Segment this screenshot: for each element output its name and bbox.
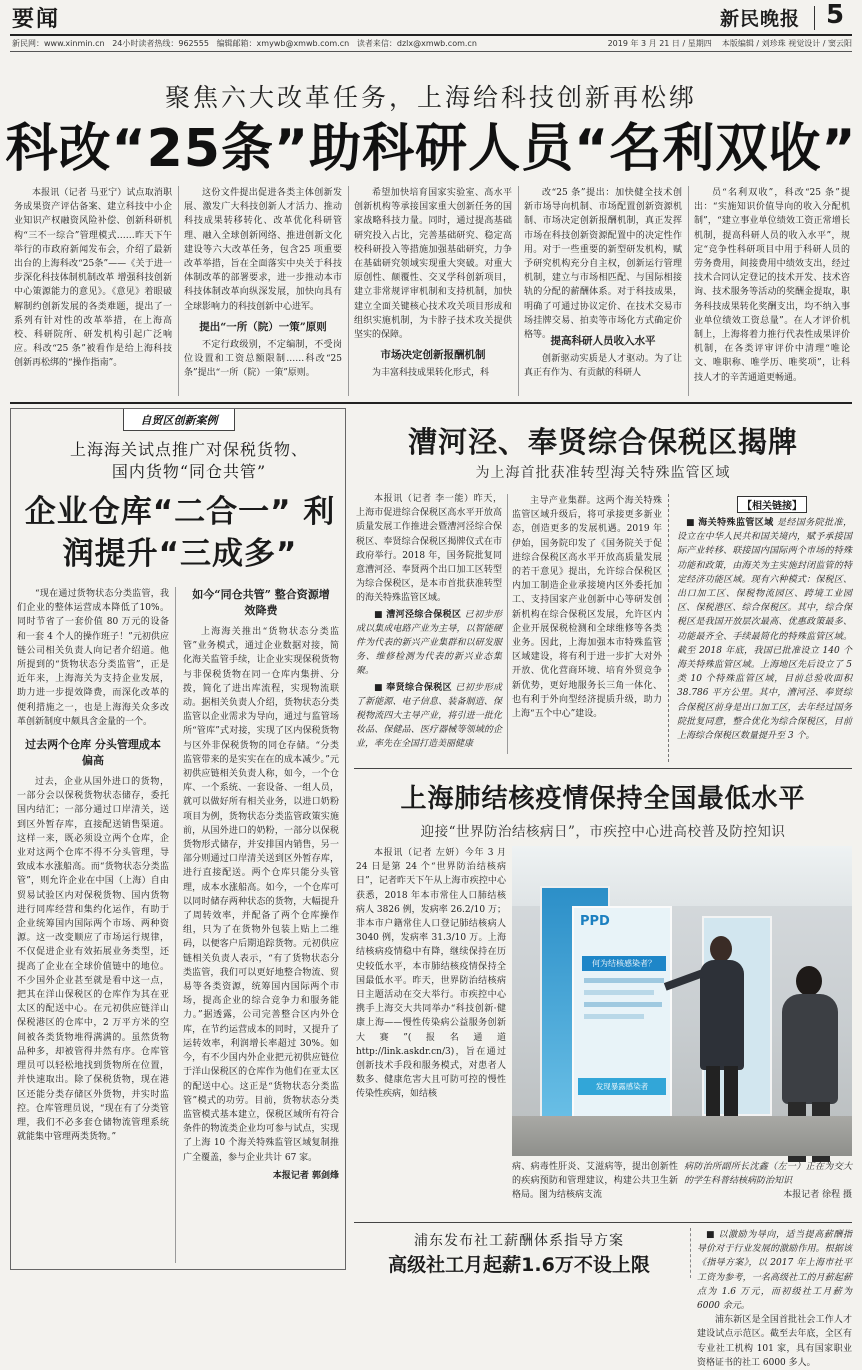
lead-column-2 — [184, 186, 342, 398]
bonded-column-2-text: 主导产业集群。这两个海关特殊监管区域升级后，将可承接更多新业态，创造更多的发展机遇。2019 年伊始，国务院印发了《国务院关于促进综合保税区高水平开放高质量发展的若干意见》提出，允许综合保税区内加工制造企业承接境内区外委托加工、支持国家产业创新中心等研发创新机构在综合保税区发展，允许区内企业开展保税检测和全球维修等各类业务。因此，上海加强本市特殊监管区域建设，将有利于进一步扩大对外开放、优化营商环境、培育外贸竞争新优势，更好地服务长三角一体化、也有利于外向型经济提质升级，助力上海“五个中心”建设。 — [512, 496, 662, 720]
bonded-kicker: 为上海首批获准转型海关特殊监管区域 — [475, 465, 731, 481]
lead-column-4b-text: 创新驱动实质是人才驱动。为了让真正有作为、有贡献的科研人 — [524, 354, 682, 379]
tb-column-2-text: 病、病毒性肝炎、艾滋病等，提出创新性的疾病预防和管理建议，构建公共卫生新格局。图为结核病支流 — [512, 1162, 678, 1201]
table-prop — [512, 1116, 852, 1156]
column-divider — [178, 186, 179, 396]
salary-headline: 高级社工月起薪1.6万不设上限 — [388, 1254, 650, 1276]
exhibit-panel — [572, 906, 672, 1146]
ftz-feature-box — [10, 408, 346, 1270]
masthead-rule — [10, 34, 852, 36]
ftz-kicker: 上海海关试点推广对保税货物、国内货物“同仓共管” — [69, 440, 308, 481]
ftz-subhead-1: 过去两个仓库 分头管理成本偏高 — [25, 738, 161, 768]
ftz-column-2-text: 上海海关推出“货物状态分类监管”业务模式，通过企业数据对接，简化海关监管手续，让企业实现保税货物与非保税货物在同一仓库内集拼、分拨，简化了进出库流程，实现物流联动。据相关负责人介绍，货物状态分类监管以企业需求为导向，通过与监管场所“管库”式对接，实现了区内保税货物与区外非保税货物的同仓存储。“分类监管带来的是实实在在的成本减少。”元初供应链相关负责人称，如今，一个仓库、一个系统、一套设备、一组人员，就可以做好所有相关业务，以进口奶粉项目为例，货物状态分类监管政策实施前，从国外进口的奶粉，一部分以保税货物形式储存，并安排国内销售，另一部分则通过口岸清关送到区外暂存库，进行直接配送。两个仓库只能分头管理，成本水涨船高。如今，一个仓库可以同时储存两种状态的货物，大幅提升了周转效率，并配备了两个仓库操作组，只为了在货物外包装上贴上二维码，以便客户后期追踪货物。元初供应链相关负责人表示，“有了货物状态分类监管，我们可以更好地整合物流、贸易等各类资源，统筹国内国际两个市场，提高企业的综合竞争力和服务能力。”据透露，公司完善整合区内外仓库，在节约运营成本的同时，又提升了运转效率，利润增长率超过 30%。如今，有不少国内外企业把元初供应链位于洋山保税区的仓库作为他们在亚太区的配送中心。这正是“货物状态分类监管”模式的功劳。目前，货物状态分类监管模式基本建立，保税区域所有符合条件的物流类企业均可参与试点，实现了上海 10 个海关特殊监管区域复制推广全覆盖，参与企业共计 67 家。 — [183, 627, 339, 1163]
section-rule — [354, 1222, 852, 1223]
editor-email-text: 编辑邮箱：xmywb@xmwb.com.cn — [216, 39, 350, 48]
tb-column-2 — [512, 1160, 678, 1224]
ftz-column-1-text: “现在通过货物状态分类监管，我们企业的整体运营成本降低了10%。同时节省了一套价值 80 万元的设备和一套 4 个人的操作班子！”元初供应链公司相关负责人向记者介绍道。他所提到的“货物状态分类监管”，正是近年来，上海海关为支持企业发展，助力进一步提效降费，而深化改革的便利措施之一，也是上海海关众多改革创新制度中颇具含金量的一个。 — [17, 589, 169, 727]
ftz-byline: 本报记者 郭剑烽 — [272, 1170, 339, 1181]
lead-column-5-text: 员“名利双收”，科改“25 条”提出：“实施知识价值导向的收入分配机制”，“建立事业单位绩效工资正常增长机制，提高科研人员的收入水平”，规定“竞争性科研项目中用于科研人员的劳务费用，间接费用中绩效支出，经过技术合同认定登记的技术开发、技术咨询、技术服务等活动的奖酬金提取，职务科技成果转化奖酬支出，均不纳入事业单位绩效工资总量”。在人才评价机制上，上海将着力推行代表性成果评价机制，在各类评审评价中清理“唯论文、唯职称、唯学历、唯奖项”，让科技人才的辛苦通道更畅通。 — [694, 188, 850, 383]
page-number: 5 — [826, 0, 845, 30]
salary-column-3-text: 浦东新区是全国首批社会工作人才建设试点示范区。截至去年底，全区有专业社工机构 101 家，具有国家职业资格证书的社工 6000 多人。 — [697, 1315, 852, 1368]
hotline-text: 24小时读者热线：962555 — [112, 39, 209, 48]
lead-column-2a-text: 这份文件提出促进各类主体创新发展、激发广大科技创新人才活力、推动科技成果转移转化、改革优化科研管理、融入全球创新网络、推进创新文化建设等六大改革任务，包含25 项重要改革举措，旨在全面落实中央关于科技体制改革的部署要求，进一步推动本市科技体制改革向纵深发展，加快向具有全球影响力的科技创新中心进军。 — [184, 188, 342, 312]
bonded-column-1-text: 本报讯（记者 李一能）昨天，上海市促进综合保税区高水平开放高质量发展工作推进会暨漕河泾综合保税区、奉贤综合保税区揭牌仪式在市政府举行。2018 年，国务院批复同意漕河泾、奉贤两个出口加工区转型为综合保税区，是本市首批获准转型的海关特殊监管区域。 — [356, 494, 502, 604]
lead-subhead-1: 提出“一所（院）一策”原则 — [199, 320, 327, 333]
square-bullet-icon: ■ — [706, 1230, 716, 1240]
square-bullet-icon: ■ — [374, 682, 383, 693]
credits-text: 本版编辑 / 刘珍珠 视觉设计 / 窦云阳 — [721, 39, 852, 48]
section-rule — [354, 768, 852, 769]
ftz-headline: 企业仓库“二合一” 利润提升“三成多” — [24, 494, 336, 572]
lead-column-4a-text: 改“25 条”提出：加快健全技术创新市场导向机制、市场配置创新资源机制、市场决定创新报酬机制，真正发挥市场在科技创新资源配置中的决定性作用。对于一些重要的新型研发机构，赋予研究机构充分自主权，创新运行管理机制，建立与市场相匹配、与国际相接轨的分配的薪酬体系。对于科技成果，明确了可通过协议定价、在技术交易市场挂牌交易、拍卖等市场化方式确定价格等。 — [524, 188, 682, 341]
bonded-headline: 漕河泾、奉贤综合保税区揭牌 — [407, 425, 798, 459]
bonded-item-2-text: 已初步形成了新能源、电子信息、装备制造、保税物流四大主导产业，将引进一批化妆品、保健品、医疗器械等领域的企业，率先在全国打造美丽健康 — [356, 682, 502, 750]
related-link-title: 【相关链接】 — [737, 496, 807, 513]
square-bullet-icon: ■ — [374, 609, 383, 620]
exhibit-panel-heading: 何为结核感染者？ — [582, 956, 666, 971]
tb-photo-caption — [684, 1160, 852, 1224]
tb-kicker: 迎接“世界防治结核病日”，市疾控中心进高校普及防控知识 — [420, 824, 786, 840]
lead-column-3a-text: 希望加快培育国家实验室、高水平创新机构等承接国家重大创新任务的国家战略科技力量。同时，通过提高基础研究投入占比，完善基础研究、稳定高校科研投入等措施加强基础研究，力争在基础研究领域实现重大突破。对重大原创性、颠覆性、交叉学科创新项目，建立非常规评审机制和支持机制，加快建立全面关键核心技术攻关项目形成和组织实施机制，为卡脖子技术攻关提供坚实的保障。 — [354, 188, 512, 341]
related-link-sidebar — [668, 494, 852, 762]
tb-column-1 — [356, 846, 506, 1158]
salary-hidden-columns — [354, 1280, 355, 1281]
square-bullet-icon: ■ — [686, 518, 695, 528]
lead-subhead-2: 市场决定创新报酬机制 — [380, 349, 486, 361]
bonded-item-1-text: 已初步形成以集成电路产业为主导，以智能硬件为代表的新兴产业集群和以研发服务、维修检测为代表的新兴业态集聚。 — [356, 609, 502, 677]
tb-column-1-text: 本报讯（记者 左妍）今年 3 月 24 日是第 24 个“世界防治结核病日”，记者昨天下午从上海市疾控中心获悉，2018 年本市常住人口肺结核病人 3826 例，发病率 26.2/10 万；非本市户籍常住人口登记肺结核病人 3040 例，发病率 31.3/10 万。上海结核病疫情稳中有降，继续保持在历史较低水平，本市肺结核疫情保持全国最低水平。昨天，世界防治结核病日主题活动在交大举行。市疾控中心携手上海交大共同举办“科技创新·健康上海——慢性传染病公益服务创新大赛”(报名通道 http://link.askdr.cn/3)，旨在通过创新技术手段和服务模式，对患者人数多、健康危害大且可防可控的慢性传染性疾病，如结核 — [356, 848, 506, 1100]
salary-column-3 — [690, 1228, 852, 1368]
ftz-column-2 — [183, 587, 339, 1267]
tb-photo — [512, 846, 852, 1156]
lead-column-3 — [354, 186, 512, 398]
column-divider — [507, 494, 508, 754]
section-rule — [10, 402, 852, 404]
lead-column-1 — [14, 186, 172, 398]
date-text: 2019 年 3 月 21 日 / 星期四 — [607, 39, 712, 48]
masthead-info-line — [12, 38, 852, 49]
lead-column-4 — [524, 186, 682, 398]
section-title: 要闻 — [12, 7, 61, 32]
lead-column-2b-text: 不定行政级别，不定编制，不受岗位设置和工资总额限制……科改“25 条”提出“一所（院）一策”原则。 — [184, 340, 342, 379]
lead-headline: 科改“25条”助科研人员“名利双收” — [5, 119, 857, 179]
ftz-column-1b-text: 过去，企业从国外进口的货物，一部分会以保税货物状态储存，委托国内结汇；一部分通过口岸清关，送到区外暂存库，直接配送销售渠道。这样一来，既必须设立两个仓库，企业对这两个仓库不得不分头管理，导致成本水涨船高。而“货物状态分类监管”，则允许企业在中国（上海）自由贸易试验区内对保税货物、国内货物进行同库经营和集约化运作，有助于企业统筹国内国际两个市场、两种资源。这一改变顺应了市场运行规律，不仅促进企业有效拓展业务类型，还提高了企业在全球价值链中的地位。不少国外企业甚至就是看中这一点，把其在洋山保税区的仓库作为其在亚太区的配送中心。在元初供应链洋山保税港区的仓库中，2 万平方米的空间被各类货物堆得满满的。虽然货物品种多，却被管得井然有序。仓库管理员可以轻松地找到货物所在位置，并快速取出。除了保税货物，现在港区还能分类存储区外货物，并实时监控。仓库管理员说，“现在有了分类管理，我们不必多套仓储物流管理系统就能集中管理两类货物。” — [17, 777, 169, 1143]
masthead-divider — [814, 6, 815, 30]
exhibit-brand: PPD — [580, 914, 610, 929]
masthead — [0, 0, 862, 48]
tb-caption-text: 病防治所副所长沈鑫（左一）正在为交大的学生科普结核病防治知识 — [684, 1162, 852, 1187]
lead-subhead-3: 提高科研人员收入水平 — [550, 335, 656, 347]
lead-column-1-text: 本报讯（记者 马亚宁）试点取消职务成果资产评估备案、建立科技中小企业知识产权融资风险补偿、创新科研机构“三不一综合”管理模式……昨天下午举行的市政府新闻发布会，介绍了最新出台的上海科改“25条”——《关于进一步深化科技体制机制改革 增强科技创新中心策源能力的意见》。《意见》着眼破解制约创新发展的各类难题，提出了一系列有针对性的改革举措，在上海高校、科研院所、研发机构引起广泛响应。科改“25 条”被看作是给上海科技创新再松绑的“操作指南”。 — [14, 188, 172, 369]
related-link-subtitle: 海关特殊监管区域 — [698, 518, 774, 528]
masthead-rule-thin — [10, 51, 852, 52]
column-divider — [518, 186, 519, 396]
column-divider — [175, 587, 176, 1263]
related-link-title-text: 相关链接 — [752, 501, 792, 512]
lead-column-3b-text: 为丰富科技成果转化形式，科 — [372, 368, 490, 379]
paper-logo: 新民晚报 — [720, 8, 801, 30]
column-divider — [348, 186, 349, 396]
salary-bullet-3-text: 以激励为导向，适当提高薪酬指导价对于行业发展的激励作用。根据该《指导方案》，以 2017 年上海市社平工资为参考，一名高级社工的月薪起薪点为 1.6 万元，而初级社工月薪为 6000 余元。 — [697, 1230, 852, 1312]
lead-column-5 — [694, 186, 850, 398]
bonded-column-1 — [356, 492, 502, 760]
lead-kicker: 聚焦六大改革任务，上海给科技创新再松绑 — [164, 83, 697, 112]
bonded-item-1-title: 漕河泾综合保税区 — [386, 609, 462, 620]
bonded-column-2 — [512, 494, 662, 758]
tb-headline: 上海肺结核疫情保持全国最低水平 — [400, 784, 806, 814]
ftz-column-1 — [17, 587, 169, 1267]
reader-email-text: 读者来信：dzlx@xmwb.com.cn — [356, 39, 477, 48]
ftz-banner-text: 自贸区创新案例 — [140, 414, 218, 427]
column-divider — [688, 186, 689, 396]
bonded-item-2-title: 奉贤综合保税区 — [386, 682, 453, 693]
website-text: 新民网：www.xinmin.cn — [12, 39, 105, 48]
salary-kicker: 浦东发布社工薪酬体系指导方案 — [414, 1233, 624, 1249]
ftz-subhead-2: 如今“同仓共管” 整合资源增效降费 — [192, 588, 330, 617]
related-link-text: 是经国务院批准，设立在中华人民共和国关境内，赋予承接国际产业转移、联接国内国际两个市场的特殊功能和政策，由海关为主实施封闭监管的特定经济功能区域。现有六种模式：保税区、出口加工区、保税物流园区、跨境工业园区、保税港区、综合保税区。其中，综合保税区是我国开放层次最高、优惠政策最多、功能最齐全、手续最简化的特殊监管区域。截至 2018 年底，我国已批准设立 140 个海关特殊监管区域。上海地区先后设立了 5 类 10 个特殊监管区域，目前总验收面积 38.786 平方公里。其中，漕河泾、奉贤综合保税区前身是出口加工区，去年经过国务院批复同意，整合优化为综合保税区，目前上海综合保税区数量提升至 3 个。 — [677, 518, 852, 742]
ftz-banner — [123, 409, 235, 431]
tb-photo-credit: 本报记者 徐程 摄 — [783, 1190, 852, 1201]
exhibit-panel-footer: 发现暴露感染者 — [578, 1078, 666, 1095]
